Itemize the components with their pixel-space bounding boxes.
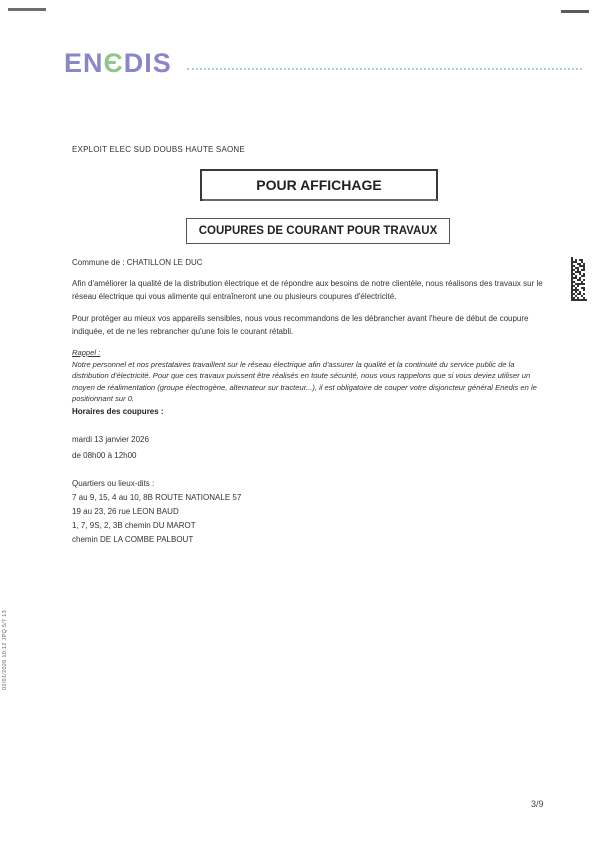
scan-mark <box>561 10 589 13</box>
logo-part: EN <box>64 48 104 78</box>
header <box>64 48 588 80</box>
address-item: 7 au 9, 15, 4 au 10, 8B ROUTE NATIONALE 57 <box>72 493 242 502</box>
address-item: 1, 7, 9S, 2, 3B chemin DU MAROT <box>72 521 196 530</box>
page-number: 3/9 <box>531 799 544 809</box>
address-item: 19 au 23, 26 rue LEON BAUD <box>72 507 179 516</box>
logo-part: DIS <box>123 48 172 78</box>
quartiers-title: Quartiers ou lieux-dits : <box>72 479 155 488</box>
coupure-time: de 08h00 à 12h00 <box>72 451 137 460</box>
scan-mark <box>8 8 46 11</box>
header-dotted-line <box>187 68 582 70</box>
coupures-subtitle: COUPURES DE COURANT POUR TRAVAUX <box>186 218 450 244</box>
rappel-block <box>72 347 547 405</box>
rappel-title: Rappel : <box>72 348 101 357</box>
intro-paragraph: Afin d'améliorer la qualité de la distribution électrique et de répondre aux besoins de notre clientèle, nous réalisons des travaux sur le réseau électrique qui vous alimente qui entraîneront une ou plusieurs coupures d'électricité. <box>72 279 543 301</box>
enedis-logo <box>64 48 172 79</box>
address-item: chemin DE LA COMBE PALBOUT <box>72 535 194 544</box>
title-underline <box>203 199 437 201</box>
commune-label: Commune de : CHATILLON LE DUC <box>72 258 203 267</box>
horaires-title: Horaires des coupures : <box>72 407 164 416</box>
protection-paragraph: Pour protéger au mieux vos appareils sensibles, nous vous recommandons de les débrancher avant l'heure de début de coupure indiquée, et de ne les rebrancher qu'une fois le courant rétabli. <box>72 314 529 336</box>
coupure-date: mardi 13 janvier 2026 <box>72 435 149 444</box>
scan-side-stamp: 02/01/2026 10:12 JPQ 5/7 13 <box>2 610 8 690</box>
exploitation-label: EXPLOIT ELEC SUD DOUBS HAUTE SAONE <box>72 145 245 154</box>
logo-accent: Є <box>103 48 124 78</box>
datamatrix-code-icon <box>571 257 587 301</box>
pour-affichage-title: POUR AFFICHAGE <box>200 169 438 201</box>
rappel-text: Notre personnel et nos prestataires travaillent sur le réseau électrique afin d'assurer la qualité et la continuité du service public de la distribution d'électricité. Pour que ces travaux puissent être réalisés en toute sécurité, nous vous rappelons que si vous deviez utiliser un moyen de réalimentation (groupe électrogène, alternateur sur tracteur...), il est obligatoire de couper votre disjoncteur général Enedis en le positionnant sur 0. <box>72 359 537 403</box>
